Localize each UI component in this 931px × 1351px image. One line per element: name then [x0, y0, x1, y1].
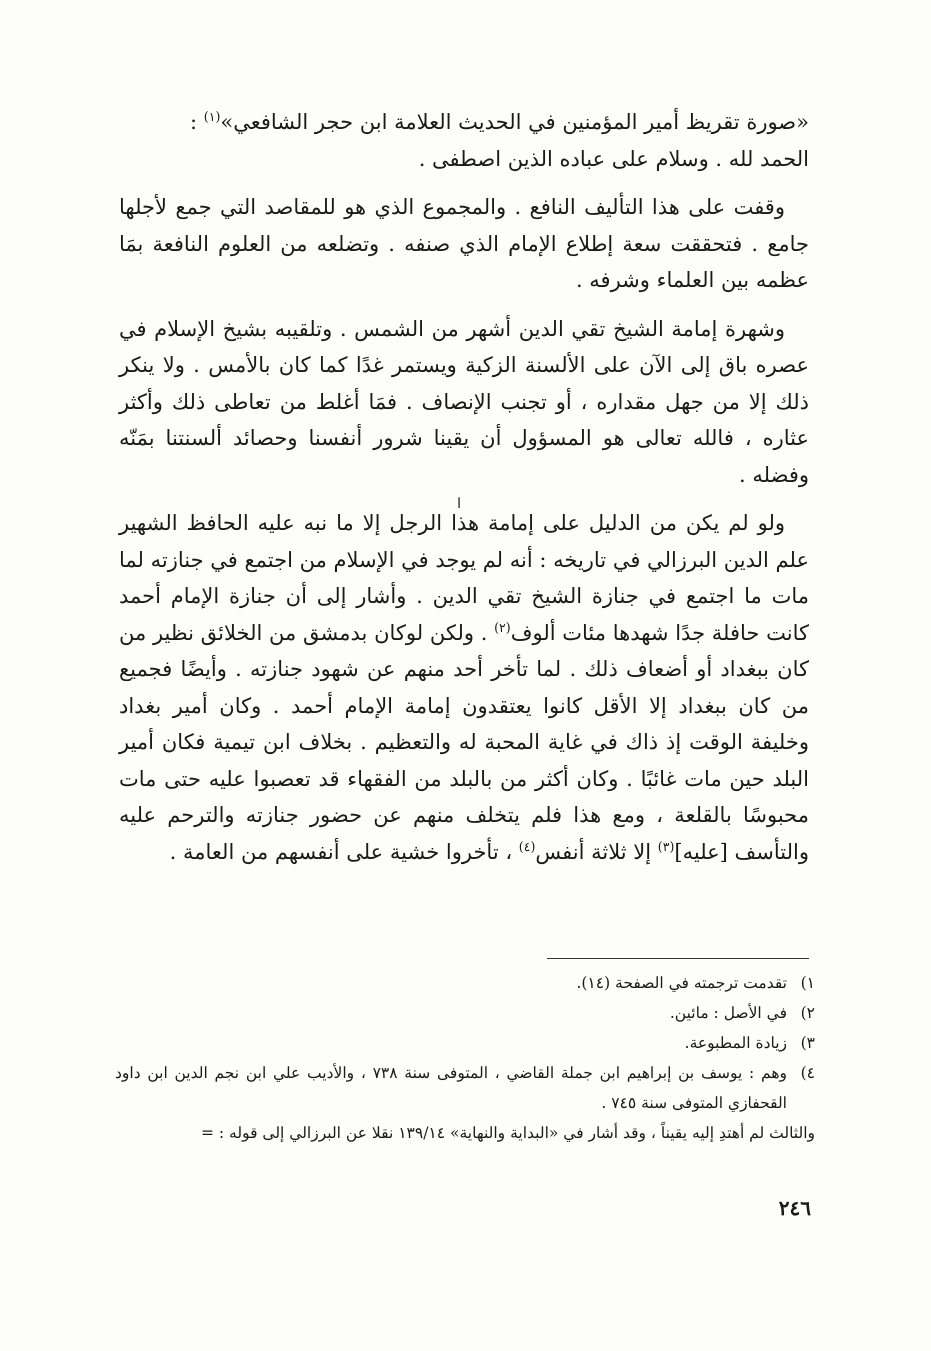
- footnote-number: ٢): [800, 1004, 815, 1022]
- page-number: ٢٤٦: [778, 1196, 811, 1220]
- heading-text: «صورة تقريظ أمير المؤمنين في الحديث العلامة ابن حجر الشافعي»: [220, 110, 809, 134]
- intro-heading: [119, 104, 809, 141]
- footnote-3: [115, 1028, 815, 1058]
- footnote-2: [115, 998, 815, 1028]
- paragraph-2: وشهرة إمامة الشيخ تقي الدين أشهر من الشمس . وتلقيبه بشيخ الإسلام في عصره باق إلى الآن على الألسنة الزكية ويستمر غدًا كما كان بالأمس . ولا ينكر ذلك إلا من جهل مقداره ، أو تجنب الإنصاف . فمَا أغلط من تعاطى ذلك وأكثر عثاره ، فالله تعالى هو المسؤول أن يقينا شرور أنفسنا وحصائد ألسنتنا بمَنّه وفضله .: [119, 316, 809, 487]
- footnote-ref-2: (٢): [494, 619, 511, 635]
- footnotes: [115, 968, 815, 1148]
- greeting-line: الحمد لله . وسلام على عباده الذين اصطفى .: [418, 146, 809, 171]
- heading-tail: :: [190, 110, 204, 134]
- paragraph-3-part-c: إلا ثلاثة أنفس: [535, 839, 658, 864]
- footnote-divider: [547, 958, 809, 959]
- footnote-number: ٤): [800, 1064, 815, 1082]
- margin-marker: ا: [457, 496, 461, 512]
- paragraph-3-part-a: ولو لم يكن من الدليل على إمامة هذا الرجل إلا ما نبه عليه الحافظ الشهير علم الدين البرزالي في تاريخه : أنه لم يوجد في الإسلام من اجتمع في جنازته لما مات ما اجتمع في جنازة الشيخ تقي الدين . وأشار إلى أن جنازة الإمام أحمد كانت حافلة جدًا شهدها مئات ألوف: [118, 511, 809, 645]
- footnote-text: في الأصل : مائين.: [669, 1004, 787, 1022]
- footnote-ref-1: (١): [203, 109, 221, 124]
- footnote-text: وهم : يوسف بن إبراهيم ابن جملة القاضي ، المتوفى سنة ٧٣٨ ، والأديب علي ابن نجم الدين ابن داود القحفازي المتوفى سنة ٧٤٥ .: [115, 1064, 787, 1112]
- footnote-continuation: والثالث لم أهتدِ إليه يقيناً ، وقد أشار في «البداية والنهاية» ١٣٩/١٤ نقلا عن البرزالي إلى قوله : =: [200, 1124, 815, 1142]
- paragraph-3-part-d: ، تأخروا خشية على أنفسهم من العامة .: [169, 839, 519, 864]
- footnote-4: [115, 1058, 815, 1118]
- footnote-text: تقدمت ترجمته في الصفحة (١٤).: [576, 974, 787, 992]
- paragraph-1: وقفت على هذا التأليف النافع . والمجموع الذي هو للمقاصد التي جمع لأجلها جامع . فتحققت سعة إطلاع الإمام الذي صنفه . وتضلعه من العلوم النافعة بمَا عظمه بين العلماء وشرفه .: [119, 195, 809, 292]
- main-text: [119, 104, 809, 870]
- footnote-ref-4: (٤): [518, 838, 536, 854]
- footnote-number: ١): [800, 974, 815, 992]
- footnote-text: زيادة المطبوعة.: [684, 1034, 787, 1052]
- footnote-1: [115, 968, 815, 998]
- paragraph-3: [119, 505, 809, 870]
- paragraph-3-part-b: . ولكن لوكان بدمشق من الخلائق نظير من كان ببغداد أو أضعاف ذلك . لما تأخر أحد منهم عن شهود جنازته . وأيضًا فجميع من كان ببغداد إلا الأقل كانوا يعتقدون إمامة الإمام أحمد . وكان أمير بغداد وخليفة الوقت إذ ذاك في غاية المحبة له والتعظيم . بخلاف ابن تيمية فكان أمير البلد حين مات غائبًا . وكان أكثر من بالبلد من الفقهاء قد تعصبوا عليه حتى مات محبوسًا بالقلعة ، ومع هذا فلم يتخلف منهم عن حضور جنازته والترحم عليه والتأسف [عليه]: [119, 620, 809, 864]
- footnote-number: ٣): [800, 1034, 815, 1052]
- footnote-ref-3: (٣): [657, 838, 675, 854]
